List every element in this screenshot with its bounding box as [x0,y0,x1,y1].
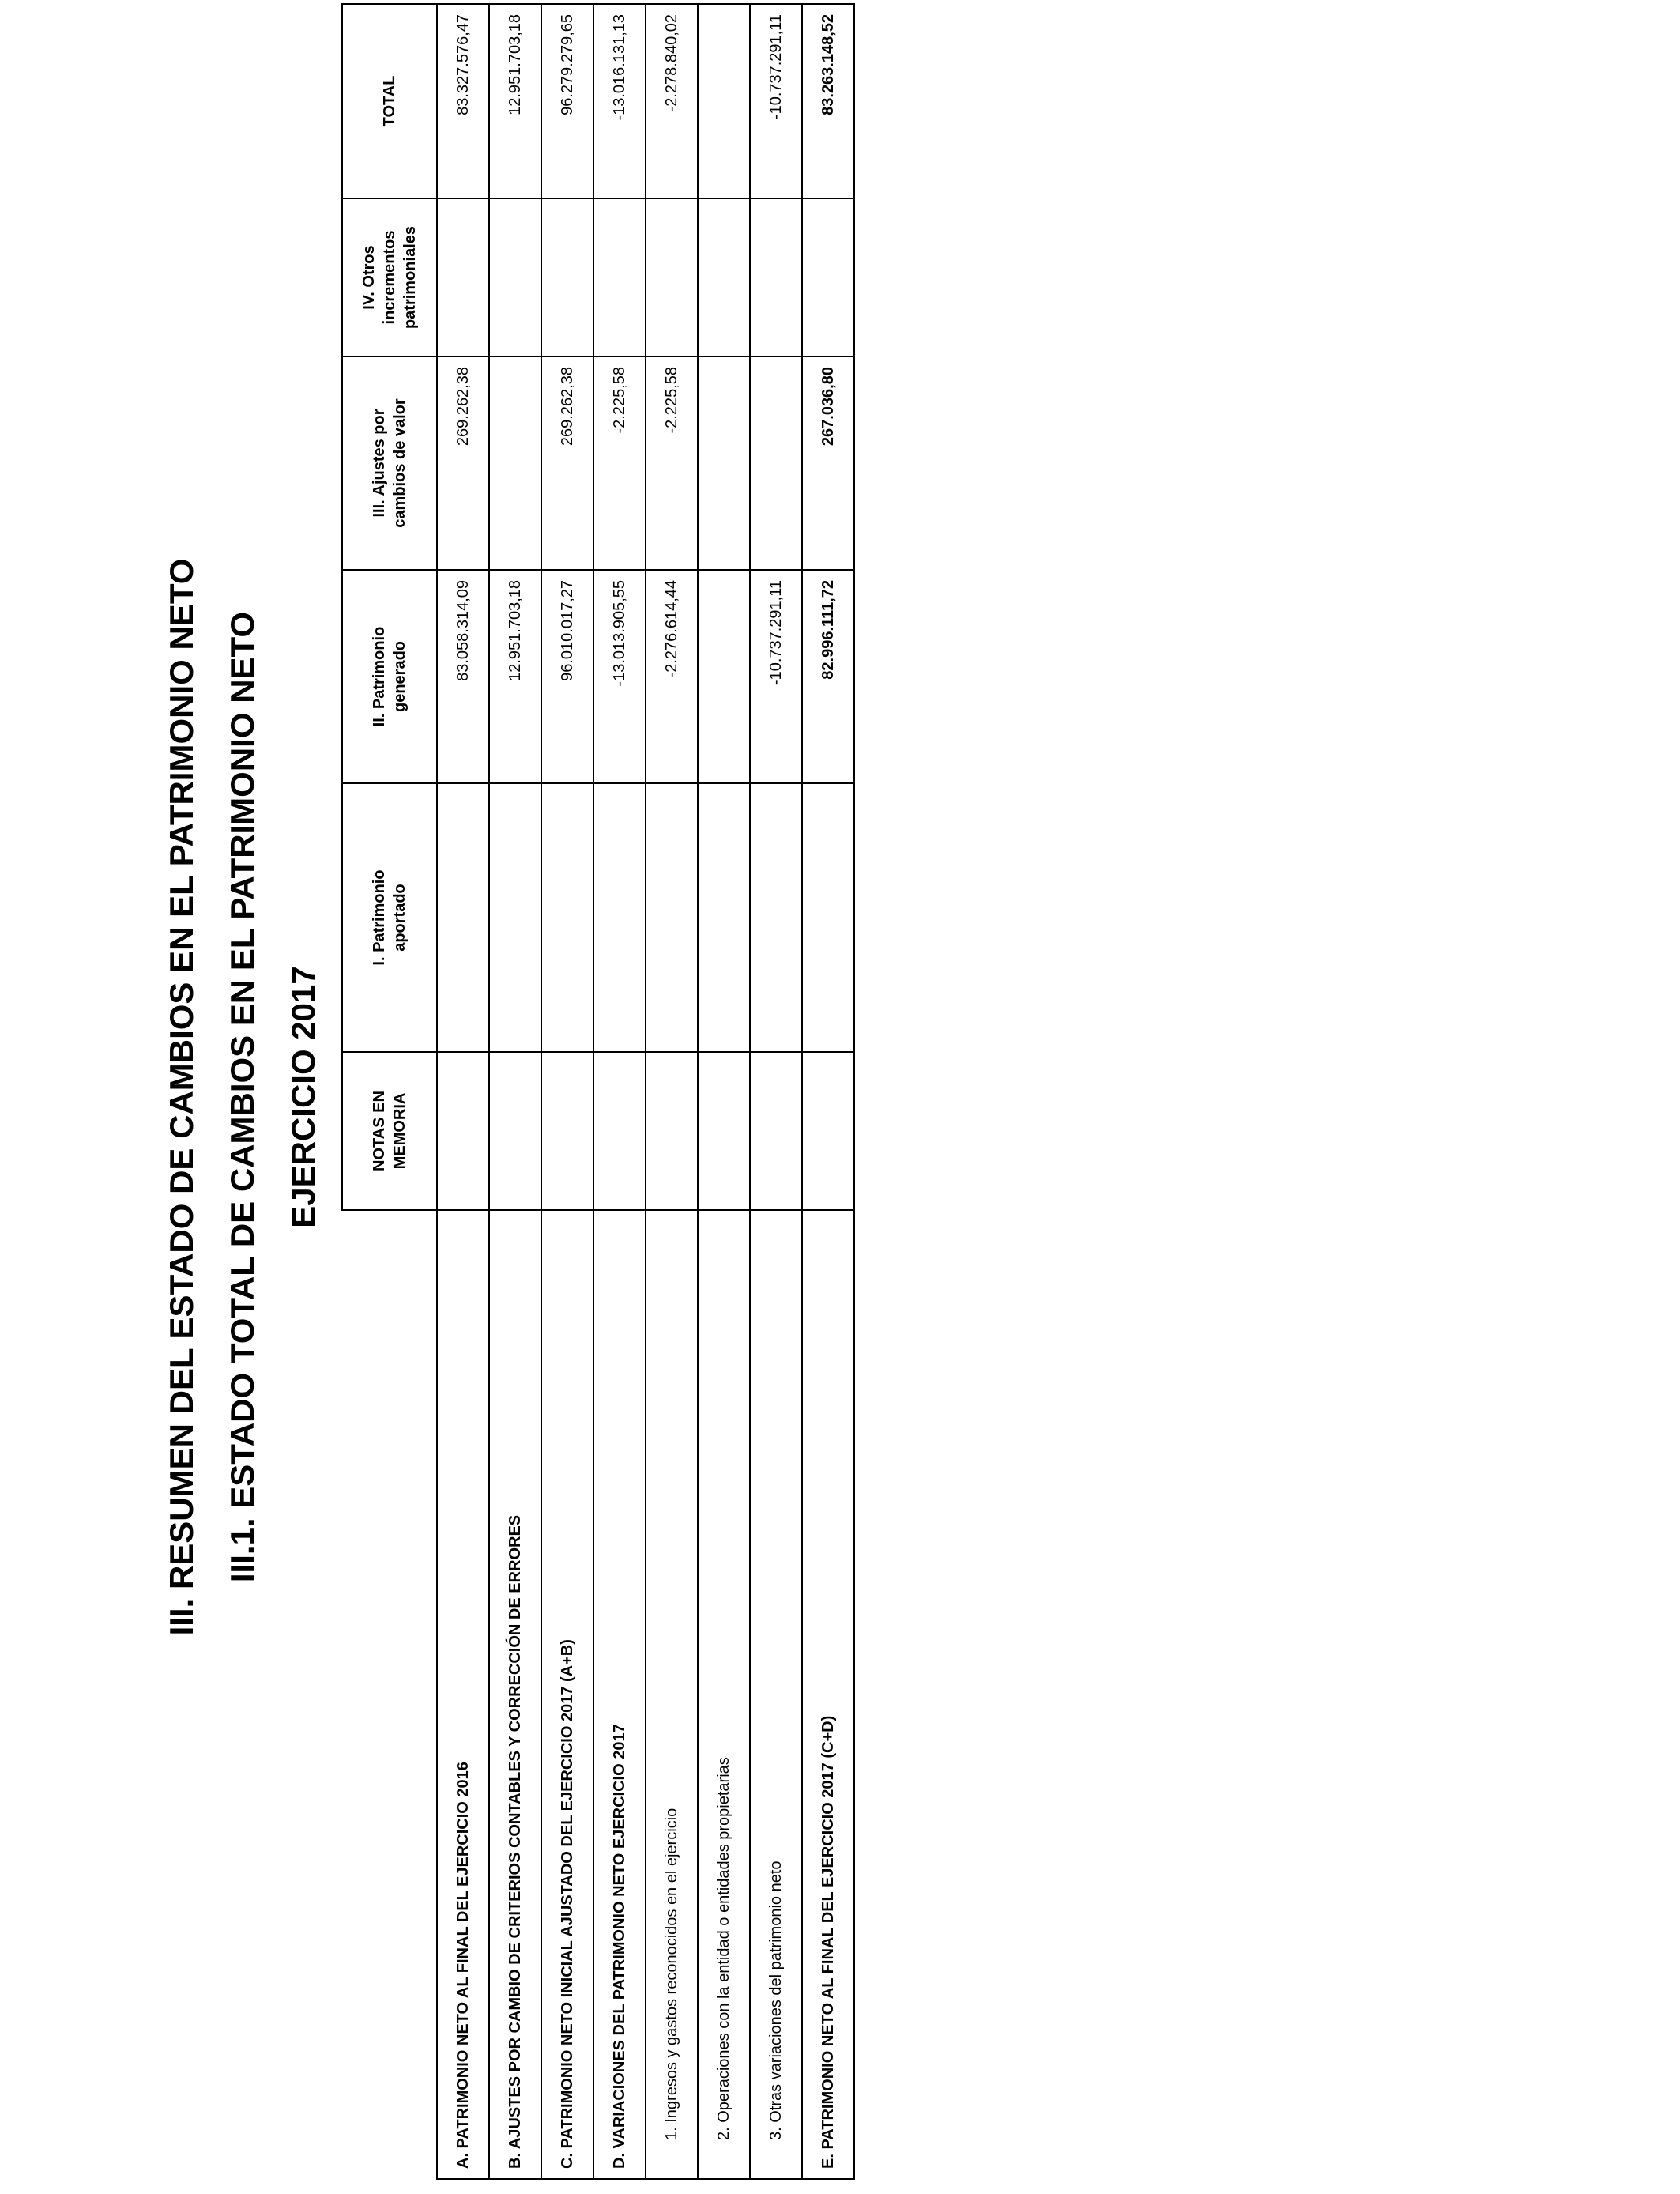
row-label: 2. Operaciones con la entidad o entidades propietarias [698,1210,750,2179]
cell-ajustes: -2.225,58 [593,356,646,570]
report-title: III. RESUMEN DEL ESTADO DE CAMBIOS EN EL PATRIMONIO NETO [163,558,200,1636]
cell-generado: -2.276.614,44 [646,570,698,783]
row-label: D. VARIACIONES DEL PATRIMONIO NETO EJERCICIO 2017 [593,1210,646,2179]
row-label: C. PATRIMONIO NETO INICIAL AJUSTADO DEL EJERCICIO 2017 (A+B) [541,1210,593,2179]
cell-generado: 96.010.017,27 [541,570,593,783]
header-notas: NOTAS EN MEMORIA [342,1052,437,1210]
cell-total: -13.016.131,13 [593,4,646,198]
cell-total: 12.951.703,18 [489,4,541,198]
cell-otros [750,198,802,356]
cell-ajustes: 269.262,38 [541,356,593,570]
table-row [646,4,698,2179]
cell-generado: -13.013.905,55 [593,570,646,783]
cell-total: 96.279.279,65 [541,4,593,198]
cell-ajustes: 269.262,38 [437,356,489,570]
table-row [593,4,646,2179]
report-year: EJERCICIO 2017 [284,966,322,1228]
header-otros: IV. Otros incrementos patrimoniales [342,198,437,356]
cell-notas [698,1052,750,1210]
cell-ajustes [750,356,802,570]
cell-notas [489,1052,541,1210]
table-row [750,4,802,2179]
cell-aportado [750,783,802,1052]
row-label: E. PATRIMONIO NETO AL FINAL DEL EJERCICIO 2017 (C+D) [802,1210,854,2179]
row-label: B. AJUSTES POR CAMBIO DE CRITERIOS CONTABLES Y CORRECCIÓN DE ERRORES [489,1210,541,2179]
cell-notas [541,1052,593,1210]
cell-notas [750,1052,802,1210]
cell-notas [646,1052,698,1210]
cell-total: 83.327.576,47 [437,4,489,198]
header-blank-cell [342,1210,437,2179]
header-generado: II. Patrimonio generado [342,570,437,783]
cell-aportado [437,783,489,1052]
cell-otros [541,198,593,356]
cell-total [698,4,750,198]
cell-aportado [802,783,854,1052]
table-row [541,4,593,2179]
cell-total: -10.737.291,11 [750,4,802,198]
row-label: A. PATRIMONIO NETO AL FINAL DEL EJERCICIO 2016 [437,1210,489,2179]
cell-aportado [593,783,646,1052]
cell-ajustes [698,356,750,570]
cell-generado [698,570,750,783]
cell-otros [646,198,698,356]
cell-ajustes: -2.225,58 [646,356,698,570]
header-total: TOTAL [342,4,437,198]
report-subtitle: III.1. ESTADO TOTAL DE CAMBIOS EN EL PATRIMONIO NETO [224,611,261,1583]
cell-notas [802,1052,854,1210]
cell-otros [437,198,489,356]
cell-aportado [646,783,698,1052]
header-ajustes: III. Ajustes por cambios de valor [342,356,437,570]
cell-otros [593,198,646,356]
table-row [489,4,541,2179]
cell-total: 83.263.148,52 [802,4,854,198]
patrimonio-neto-table [341,3,855,2180]
table-row [437,4,489,2179]
cell-generado: 12.951.703,18 [489,570,541,783]
table-header-row [342,4,437,2179]
cell-ajustes [489,356,541,570]
table-row [802,4,854,2179]
cell-generado: -10.737.291,11 [750,570,802,783]
row-label: 3. Otras variaciones del patrimonio neto [750,1210,802,2179]
cell-ajustes: 267.036,80 [802,356,854,570]
cell-aportado [541,783,593,1052]
cell-generado: 83.058.314,09 [437,570,489,783]
cell-otros [698,198,750,356]
cell-otros [802,198,854,356]
cell-notas [593,1052,646,1210]
cell-notas [437,1052,489,1210]
cell-generado: 82.996.111,72 [802,570,854,783]
row-label: 1. Ingresos y gastos reconocidos en el ejercicio [646,1210,698,2179]
cell-aportado [489,783,541,1052]
cell-total: -2.278.840,02 [646,4,698,198]
table-row [698,4,750,2179]
cell-otros [489,198,541,356]
cell-aportado [698,783,750,1052]
header-aportado: I. Patrimonio aportado [342,783,437,1052]
